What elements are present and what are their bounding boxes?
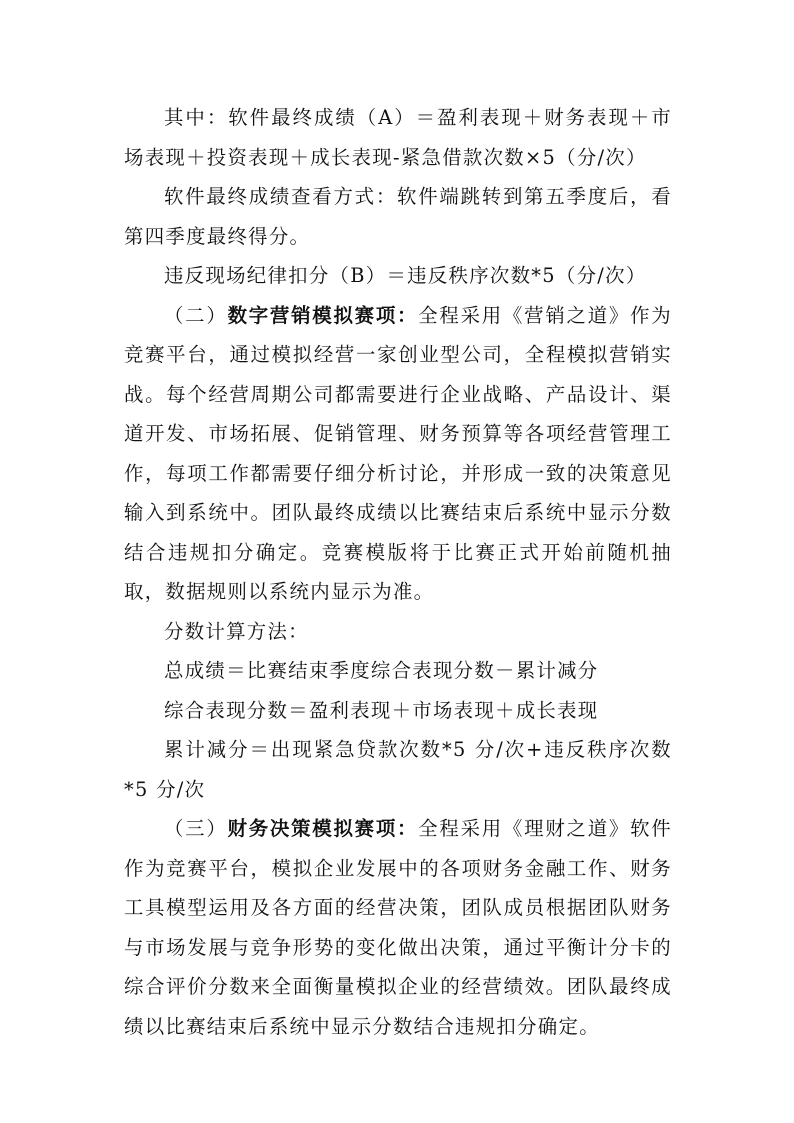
formula-cumulative-deduction: 累计减分＝出现紧急贷款次数*5 分/次+违反秩序次数*5 分/次 xyxy=(124,738,672,801)
formula-total-score: 总成绩＝比赛结束季度综合表现分数－累计减分 xyxy=(164,659,599,682)
section-title: 财务决策模拟赛项： xyxy=(227,817,419,840)
paragraph-discipline-deduction: 违反现场纪律扣分（B）＝违反秩序次数*5（分/次） xyxy=(164,264,647,287)
section-body: 全程采用《营销之道》作为竞赛平台，通过模拟经营一家创业型公司，全程模拟营销实战。每个经营周期公司都需要进行企业战略、产品设计、渠道开发、市场拓展、促销管理、财务预算等各项经营管理工作，每项工作都需要仔细分析讨论，并形成一致的决策意见输入到系统中。团队最终成绩以比赛结束后系统中显示分数结合违规扣分确定。竞赛模版将于比赛正式开始前随机抽取，数据规则以系统内显示为准。 xyxy=(124,303,672,603)
document-body xyxy=(124,98,672,1046)
section-body: 全程采用《理财之道》软件作为竞赛平台，模拟企业发展中的各项财务金融工作、财务工具模型运用及各方面的经营决策，团队成员根据团队财务与市场发展与竞争形势的变化做出决策，通过平衡计分卡的综合评价分数来全面衡量模拟企业的经营绩效。团队最终成绩以比赛结束后系统中显示分数结合违规扣分确定。 xyxy=(124,817,672,1038)
section-number: （三） xyxy=(164,817,228,840)
paragraph-software-score: 其中：软件最终成绩（A）＝盈利表现＋财务表现＋市场表现＋投资表现＋成长表现-紧急借款次数×5（分/次） xyxy=(124,106,672,169)
section-number: （二） xyxy=(164,303,228,327)
formula-composite-score: 综合表现分数＝盈利表现＋市场表现＋成长表现 xyxy=(164,698,599,722)
paragraph-calc-heading: 分数计算方法： xyxy=(164,619,309,643)
section-financial-decision xyxy=(124,809,672,1046)
section-digital-marketing xyxy=(124,296,672,612)
section-title: 数字营销模拟赛项： xyxy=(227,303,419,327)
paragraph-score-view-method: 软件最终成绩查看方式：软件端跳转到第五季度后，看第四季度最终得分。 xyxy=(124,185,672,248)
